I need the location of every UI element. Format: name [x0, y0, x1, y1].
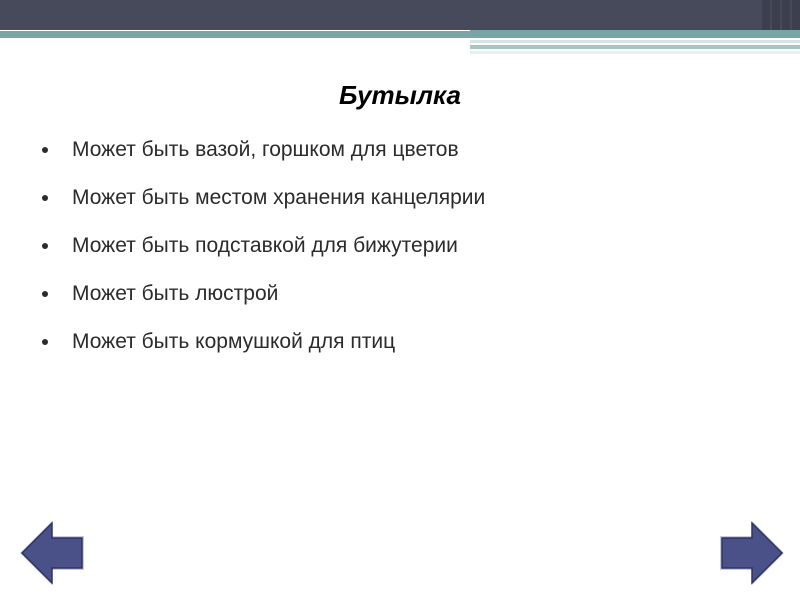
arrow-right-icon — [716, 518, 786, 588]
bullet-icon — [42, 195, 48, 201]
bullet-list — [42, 126, 485, 366]
list-item-text: Может быть местом хранения канцелярии — [72, 186, 486, 209]
list-item — [42, 126, 485, 174]
bullet-icon — [42, 243, 48, 249]
header-bar — [0, 0, 800, 30]
header-accent-stripes — [470, 30, 800, 56]
list-item-text: Может быть подставкой для бижутерии — [72, 234, 458, 257]
prev-slide-button[interactable] — [18, 518, 88, 588]
list-item — [42, 270, 485, 318]
slide-title: Бутылка — [339, 80, 461, 110]
list-item-text: Может быть люстрой — [72, 282, 279, 305]
bullet-icon — [42, 339, 48, 345]
list-item-text: Может быть вазой, горшком для цветов — [72, 138, 459, 161]
list-item — [42, 222, 485, 270]
bullet-icon — [42, 291, 48, 297]
arrow-left-icon — [18, 518, 88, 588]
next-slide-button[interactable] — [716, 518, 786, 588]
list-item — [42, 318, 485, 366]
bullet-icon — [42, 147, 48, 153]
list-item — [42, 174, 485, 222]
list-item-text: Может быть кормушкой для птиц — [72, 330, 396, 353]
header-decoration — [762, 0, 800, 30]
